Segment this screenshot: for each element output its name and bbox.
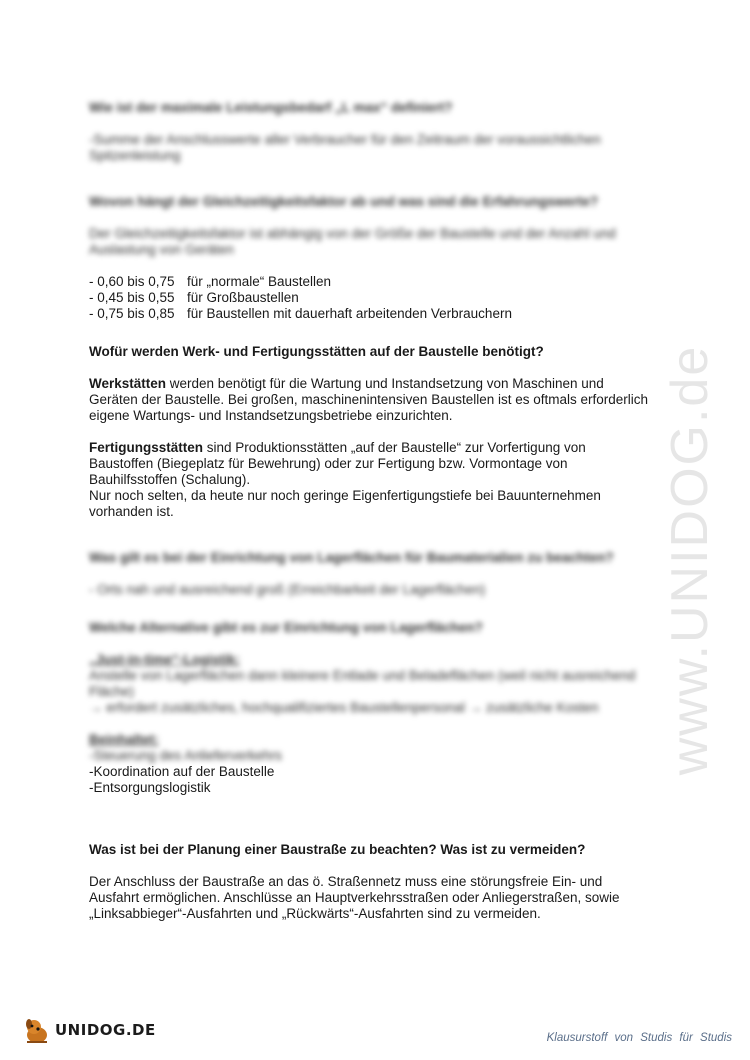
- list-item: - 0,60 bis 0,75 für „normale“ Baustellen: [89, 274, 332, 289]
- answer-text: Der Anschluss der Baustraße an das ö. Straßennetz muss eine störungsfreie Ein- und Ausfahrt ermöglichen. Anschlüsse an Hauptverkehrsstraßen oder Anliegerstraßen, sowie „Linksabbieger“-Ausfahrten und „Rückwärts“-Ausfahrten sind zu vermeiden.: [89, 874, 620, 921]
- term-fertigungsstaetten: Fertigungsstätten: [89, 440, 204, 455]
- watermark: www.UNIDOG.de: [661, 344, 719, 776]
- question-heading: Wovon hängt der Gleichzeitigkeitsfaktor ab und was sind die Erfahrungswerte?: [89, 194, 599, 209]
- jit-title: „Just-in-time“-Logistik:: [89, 652, 240, 667]
- question-heading: Welche Alternative gibt es zur Einrichtung von Lagerflächen?: [89, 620, 483, 635]
- answer-text: - Orts nah und ausreichend groß (Erreichbarkeit der Lagerflächen): [89, 582, 486, 597]
- list-item: -Entsorgungslogistik: [89, 780, 211, 795]
- answer-text: Der Gleichzeitigkeitsfaktor ist abhängig von der Größe der Baustelle und der Anzahl und Auslastung von Geräten: [89, 226, 616, 257]
- jit-consequence: → erfordert zusätzliches, hochqualifiziertes Baustellenpersonal → zusätzliche Kosten: [89, 700, 599, 715]
- question-heading: Wofür werden Werk- und Fertigungsstätten auf der Baustelle benötigt?: [89, 344, 544, 359]
- section-q3: [89, 344, 649, 520]
- jit-text: Anstelle von Lagerflächen dann kleinere Entlade und Beladeflächen (weil nicht ausreichend Fläche): [89, 668, 636, 699]
- logo-text: UNIDOG.DE: [55, 1021, 156, 1039]
- answer-paragraph: Fertigungsstätten sind Produktionsstätten „auf der Baustelle“ zur Vorfertigung von Baustoffen (Biegeplatz für Bewehrung) oder zur Fertigung bzw. Vormontage von Bauhilfsstoffen (Schalung).: [89, 440, 586, 487]
- section-q6: [89, 842, 649, 922]
- answer-note: Nur noch selten, da heute nur noch geringe Eigenfertigungstiefe bei Bauunternehmen vorhanden ist.: [89, 488, 601, 519]
- includes-title: Beinhaltet:: [89, 732, 159, 747]
- list-item: - 0,75 bis 0,85 für Baustellen mit dauerhaft arbeitenden Verbrauchern: [89, 306, 512, 321]
- list-item: - 0,45 bis 0,55 für Großbaustellen: [89, 290, 299, 305]
- term-werkstaetten: Werkstätten: [89, 376, 167, 391]
- dog-icon: [22, 1015, 52, 1045]
- section-q1: [89, 100, 649, 164]
- list-item: -Koordination auf der Baustelle: [89, 764, 275, 779]
- answer-paragraph: Werkstätten werden benötigt für die Wartung und Instandsetzung von Maschinen und Geräten der Baustelle. Bei großen, maschinenintensiven Baustellen ist es oftmals erforderlich eigene Wartungs- und Instandsetzungsbetriebe einzurichten.: [89, 376, 649, 423]
- question-heading: Was gilt es bei der Einrichtung von Lagerflächen für Baumaterialien zu beachten?: [89, 550, 614, 565]
- question-heading: Wie ist der maximale Leistungsbedarf „L max“ definiert?: [89, 100, 453, 115]
- section-q2: [89, 194, 649, 322]
- section-q5: [89, 620, 649, 796]
- section-q4: [89, 550, 649, 598]
- list-item: -Steuerung des Anlieferverkehrs: [89, 748, 282, 763]
- answer-text: -Summe der Anschlusswerte aller Verbraucher für den Zeitraum der voraussichtlichen Spitzenleistung: [89, 132, 601, 163]
- footer-tagline: Klausurstoff von Studis für Studis: [546, 1032, 732, 1044]
- unidog-logo: [22, 1015, 156, 1045]
- question-heading: Was ist bei der Planung einer Baustraße zu beachten? Was ist zu vermeiden?: [89, 842, 586, 857]
- document-content: [89, 100, 649, 922]
